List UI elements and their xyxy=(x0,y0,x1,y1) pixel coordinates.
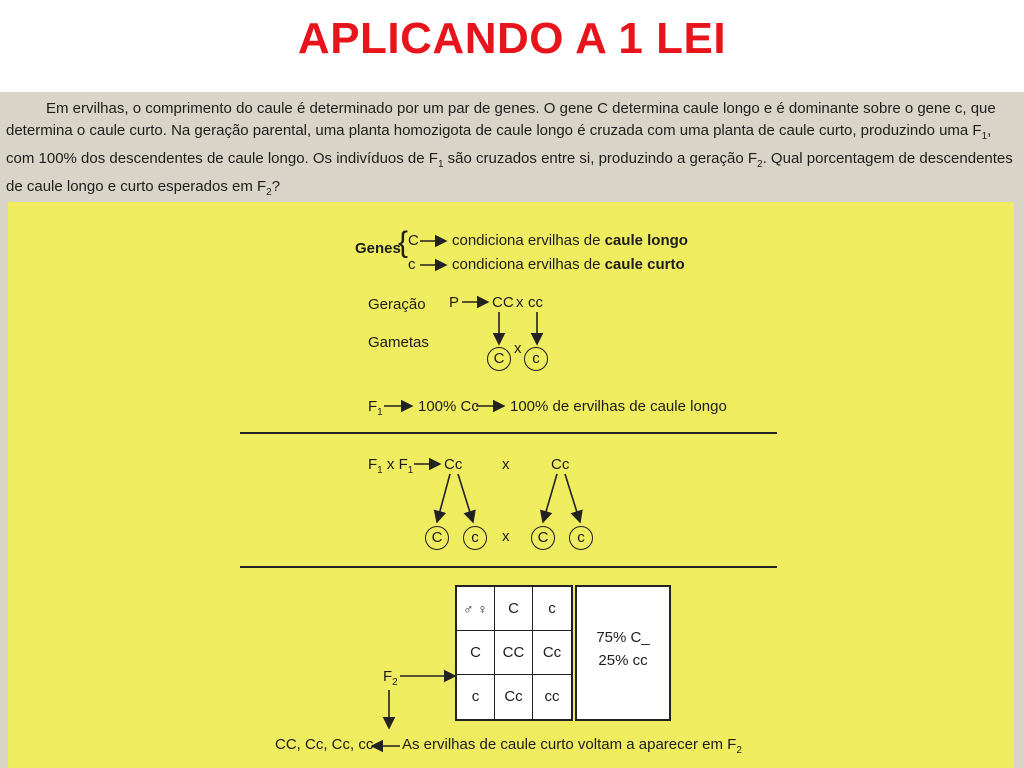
f1-cross-x: x xyxy=(502,456,510,473)
punnett-cell: cc xyxy=(544,688,560,705)
statement-line-3b: são cruzados entre si, produzindo a geração F xyxy=(443,150,758,167)
sub-1: 1 xyxy=(981,131,988,142)
f1-parent-1: Cc xyxy=(444,456,463,473)
gene-recessive-bold: caule curto xyxy=(604,256,685,273)
gamete-recessive: c xyxy=(524,347,548,371)
f1-genotype: 100% Cc xyxy=(418,398,479,415)
f1-gamete-3: C xyxy=(531,526,555,550)
f1-gamete-1: C xyxy=(425,526,449,550)
gametes-label: Gametas xyxy=(368,334,429,351)
statement-comma: , xyxy=(987,122,992,139)
punnett-cell: Cc xyxy=(533,631,571,675)
f1b-sub: 1 xyxy=(407,465,414,476)
statement-line-3a: com 100% dos descendentes de caule longo. Os indivíduos de F xyxy=(6,150,438,167)
generation-label: Geração xyxy=(368,296,426,313)
f1-split-1 xyxy=(437,474,450,522)
gametes-cross: x xyxy=(514,340,522,357)
punnett-row-header-2: c xyxy=(457,675,495,719)
f2-genotypes: CC, Cc, Cc, cc xyxy=(275,736,374,753)
punnett-col-header-2: c xyxy=(533,587,571,631)
punnett-row-header-1: C xyxy=(457,631,495,675)
gamete-dominant: C xyxy=(487,347,511,371)
punnett-cell: Cc xyxy=(495,675,533,719)
f2-conclusion-text: As ervilhas de caule curto voltam a aparecer em F xyxy=(402,736,737,753)
genes-brace: { xyxy=(398,226,409,259)
gene-dominant-allele: C xyxy=(408,232,419,249)
f1-gametes-cross: x xyxy=(502,528,510,545)
parent-cc-recessive: cc xyxy=(528,294,543,311)
f1-split-4 xyxy=(565,474,580,522)
f1-gamete-4: c xyxy=(569,526,593,550)
ratio-dominant: 75% C_ xyxy=(596,629,650,646)
parental-cross: x xyxy=(516,294,524,311)
f1x-letter: x F xyxy=(382,456,408,473)
f2-sub: 2 xyxy=(392,677,398,688)
f1-parent-2: Cc xyxy=(551,456,570,473)
statement-line-3c: . Qual porcentagem de descendentes xyxy=(762,150,1013,167)
f1-sub: 1 xyxy=(377,407,383,418)
punnett-cell: CC xyxy=(495,631,533,675)
statement-line-2: determina o caule curto. Na geração parental, uma planta homozigota de caule longo é cruzada com uma planta de caule curto, produzindo uma F xyxy=(6,122,982,139)
genes-label: Genes xyxy=(355,240,401,257)
f2-conclusion-sub: 2 xyxy=(736,745,742,756)
f1-split-3 xyxy=(543,474,557,522)
statement-line-1: Em ervilhas, o comprimento do caule é determinado por um par de genes. O gene C determina caule longo e é dominante sobre o gene c, que xyxy=(46,100,996,117)
f1a-sub: 1 xyxy=(377,465,383,476)
punnett-sex-symbols: ♂ ♀ xyxy=(457,587,495,631)
f2-letter: F xyxy=(383,668,393,685)
slide-title: APLICANDO A 1 LEI xyxy=(297,14,727,63)
ratio-recessive: 25% cc xyxy=(598,652,648,669)
f1-gamete-2: c xyxy=(463,526,487,550)
sub-3: 2 xyxy=(757,159,763,170)
gene-dominant-text: condiciona ervilhas de xyxy=(452,232,605,249)
gene-recessive-text: condiciona ervilhas de xyxy=(452,256,605,273)
f1-letter: F xyxy=(368,398,378,415)
statement-question: ? xyxy=(271,178,281,195)
parent-cc-dominant: CC xyxy=(492,294,514,311)
punnett-col-header-1: C xyxy=(495,587,533,631)
sub-2: 1 xyxy=(437,159,444,170)
p-label: P xyxy=(449,294,460,311)
statement-line-4a: de caule longo e curto esperados em F xyxy=(6,178,267,195)
sub-4: 2 xyxy=(266,187,272,198)
gene-recessive-allele: c xyxy=(408,256,416,273)
f1a-letter: F xyxy=(368,456,378,473)
gene-dominant-bold: caule longo xyxy=(604,232,688,249)
f1-split-2 xyxy=(458,474,473,522)
f1-phenotype: 100% de ervilhas de caule longo xyxy=(510,398,727,415)
